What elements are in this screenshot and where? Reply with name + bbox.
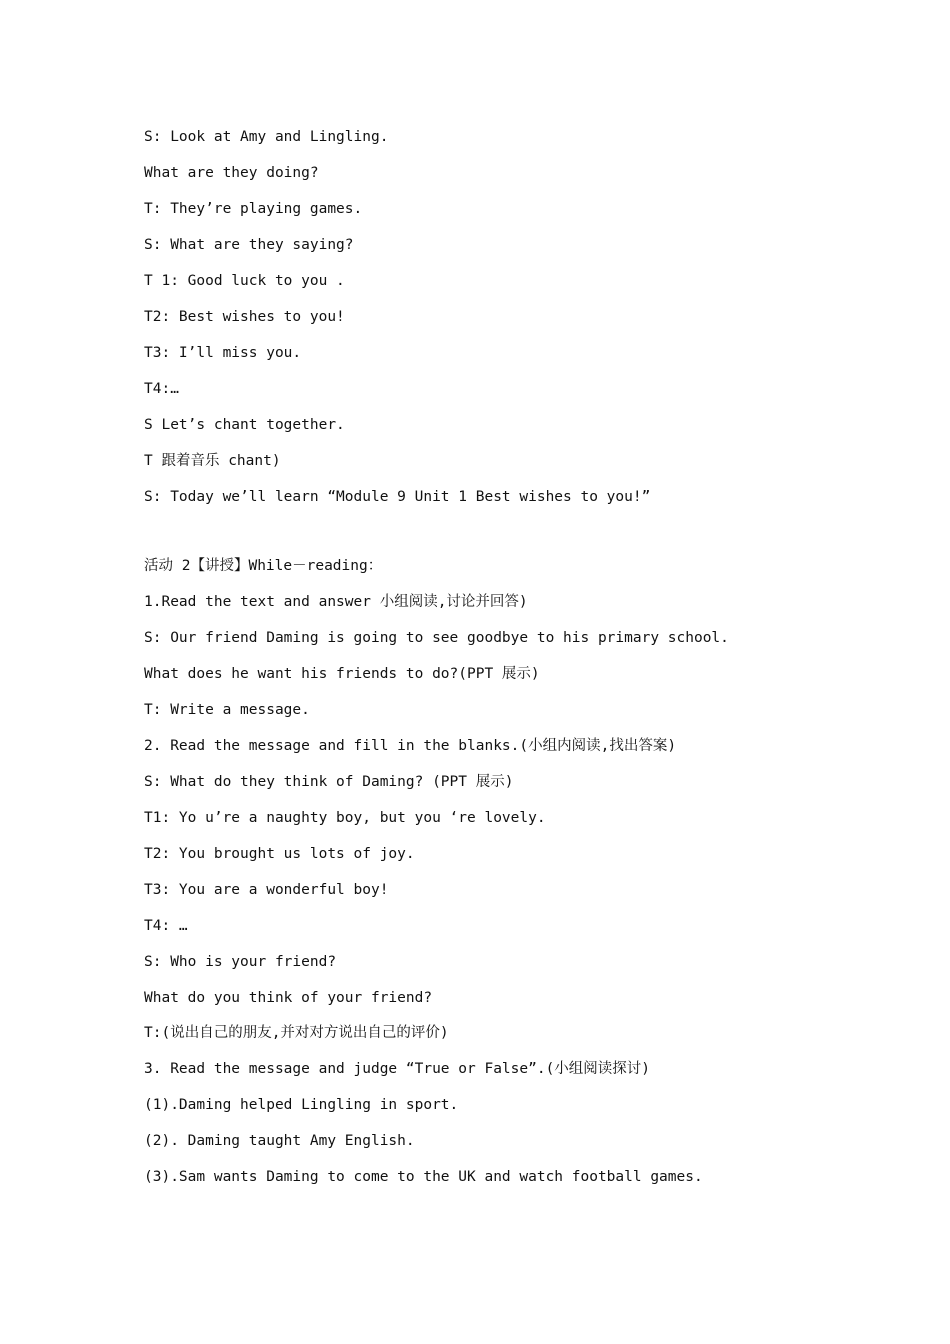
text-line: S: What are they saying? — [144, 237, 354, 253]
text-line: T3: I’ll miss you. — [144, 345, 302, 361]
text-line: T4: … — [144, 918, 188, 934]
text-line: S: Our friend Daming is going to see goodbye to his primary school. — [144, 630, 729, 646]
text-line: T4:… — [144, 381, 179, 397]
text-line: T:(说出自己的朋友,并对对方说出自己的评价) — [144, 1025, 449, 1041]
text-line: S Let’s chant together. — [144, 417, 345, 433]
text-line: 1.Read the text and answer 小组阅读,讨论并回答) — [144, 594, 528, 610]
text-line: S: What do they think of Daming? (PPT 展示) — [144, 774, 514, 790]
section-heading: 活动 2【讲授】While－reading： — [144, 558, 383, 574]
text-line: T: They’re playing games. — [144, 201, 363, 217]
text-line: 2. Read the message and fill in the blanks.(小组内阅读,找出答案) — [144, 738, 677, 754]
text-line: T: Write a message. — [144, 702, 310, 718]
text-line: T1: Yo u’re a naughty boy, but you ‘re lovely. — [144, 810, 546, 826]
text-line: 3. Read the message and judge “True or False”.(小组阅读探讨) — [144, 1061, 651, 1077]
text-line: T2: Best wishes to you! — [144, 309, 345, 325]
text-line: (3).Sam wants Daming to come to the UK and watch football games. — [144, 1169, 703, 1185]
text-line: T3: You are a wonderful boy! — [144, 882, 389, 898]
text-line: What are they doing? — [144, 165, 319, 181]
text-line: S: Look at Amy and Lingling. — [144, 129, 389, 145]
text-line: What does he want his friends to do?(PPT 展示) — [144, 666, 540, 682]
text-line: (1).Daming helped Lingling in sport. — [144, 1097, 459, 1113]
text-line: (2). Daming taught Amy English. — [144, 1133, 415, 1149]
text-line: T 跟着音乐 chant) — [144, 453, 281, 469]
text-line: S: Today we’ll learn “Module 9 Unit 1 Best wishes to you!” — [144, 489, 651, 505]
text-line: What do you think of your friend? — [144, 990, 433, 1006]
text-line: T 1: Good luck to you . — [144, 273, 345, 289]
text-line: T2: You brought us lots of joy. — [144, 846, 415, 862]
text-line: S: Who is your friend? — [144, 954, 337, 970]
